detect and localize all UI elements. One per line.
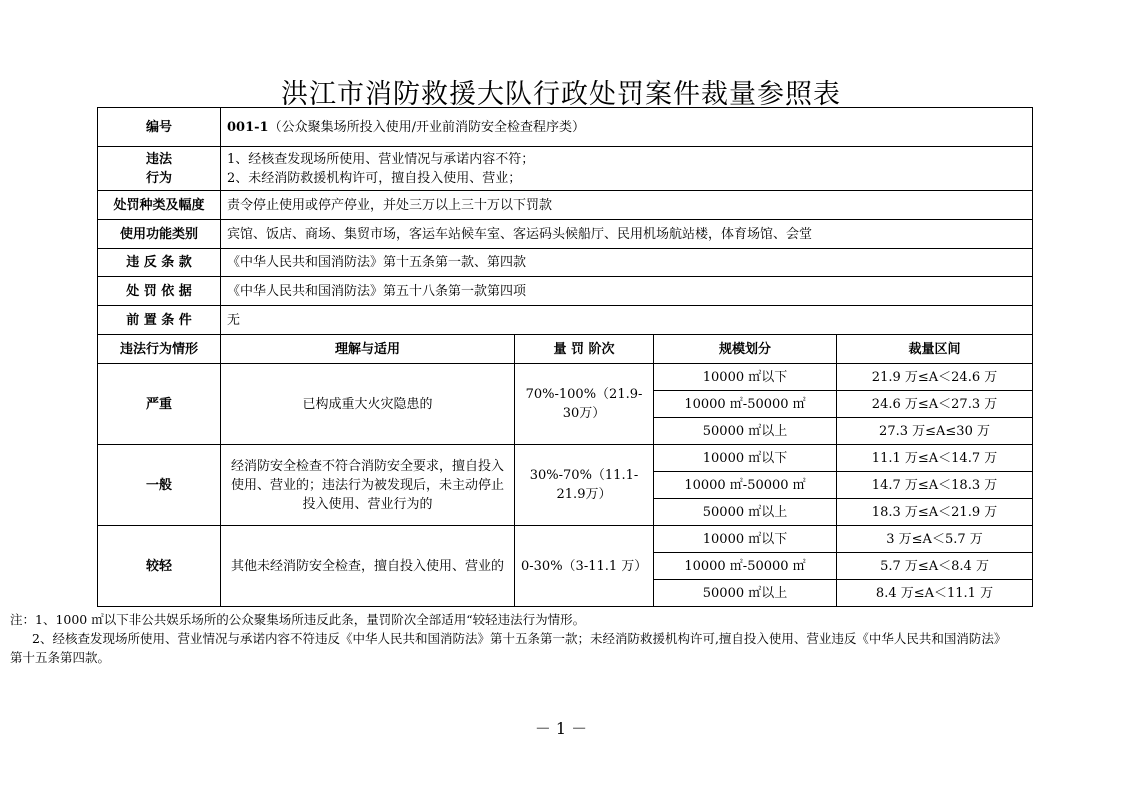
code-description: （公众聚集场所投入使用/开业前消防安全检查程序类）: [268, 119, 585, 135]
code-label: 编号: [98, 108, 221, 147]
row-function-type: [98, 220, 1033, 249]
range-cell: 24.6 万≤A＜27.3 万: [837, 391, 1033, 418]
table-row: [98, 364, 1033, 391]
code-number: 001-1: [227, 119, 269, 135]
precondition-label: 前 置 条 件: [98, 306, 221, 335]
level-range-severe: 70%-100%（21.9-30万）: [515, 364, 654, 445]
notes: [10, 610, 1120, 667]
understanding-minor: 其他未经消防安全检查，擅自投入使用、营业的: [221, 526, 515, 607]
note-2-continued: 第十五条第四款。: [10, 650, 111, 665]
range-cell: 3 万≤A＜5.7 万: [837, 526, 1033, 553]
header-understanding: 理解与适用: [221, 335, 515, 364]
precondition-value: 无: [221, 306, 1033, 335]
range-cell: 5.7 万≤A＜8.4 万: [837, 553, 1033, 580]
violation-line-1: 1、经核查发现场所使用、营业情况与承诺内容不符；: [227, 151, 535, 167]
violation-label-line-1: 违法: [145, 151, 172, 167]
range-cell: 21.9 万≤A＜24.6 万: [837, 364, 1033, 391]
range-cell: 11.1 万≤A＜14.7 万: [837, 445, 1033, 472]
note-1: 注：1、1000 ㎡以下非公共娱乐场所的公众聚集场所违反此条，量罚阶次全部适用“较轻违法行为情形。: [10, 612, 586, 627]
range-cell: 18.3 万≤A＜21.9 万: [837, 499, 1033, 526]
penalty-basis-value: 《中华人民共和国消防法》第五十八条第一款第四项: [221, 277, 1033, 306]
row-violation: [98, 147, 1033, 191]
code-value: [221, 108, 1033, 147]
range-cell: 27.3 万≤A≤30 万: [837, 418, 1033, 445]
scale-cell: 50000 ㎡以上: [654, 418, 837, 445]
understanding-general: 经消防安全检查不符合消防安全要求，擅自投入使用、营业的；违法行为被发现后，未主动停止投入使用、营业行为的: [221, 445, 515, 526]
header-level: 量 罚 阶次: [515, 335, 654, 364]
page-title: 洪江市消防救援大队行政处罚案件裁量参照表: [281, 79, 841, 110]
level-range-minor: 0-30%（3-11.1 万）: [515, 526, 654, 607]
violated-clause-label: 违 反 条 款: [98, 249, 221, 277]
range-cell: 14.7 万≤A＜18.3 万: [837, 472, 1033, 499]
penalty-table: [97, 107, 1033, 607]
level-name-minor: 较轻: [98, 526, 221, 607]
header-situation: 违法行为情形: [98, 335, 221, 364]
scale-cell: 10000 ㎡以下: [654, 445, 837, 472]
violated-clause-value: 《中华人民共和国消防法》第十五条第一款、第四款: [221, 249, 1033, 277]
function-type-label: 使用功能类别: [98, 220, 221, 249]
level-name-general: 一般: [98, 445, 221, 526]
violation-line-2: 2、未经消防救援机构许可，擅自投入使用、营业；: [227, 170, 522, 186]
level-range-general: 30%-70%（11.1-21.9万）: [515, 445, 654, 526]
penalty-basis-label: 处 罚 依 据: [98, 277, 221, 306]
row-header: [98, 335, 1033, 364]
scale-cell: 10000 ㎡-50000 ㎡: [654, 553, 837, 580]
page-number: － 1 －: [534, 719, 588, 738]
row-code: [98, 108, 1033, 147]
row-precondition: [98, 306, 1033, 335]
row-violated-clause: [98, 249, 1033, 277]
understanding-severe: 已构成重大火灾隐患的: [221, 364, 515, 445]
scale-cell: 10000 ㎡以下: [654, 364, 837, 391]
violation-value: [221, 147, 1033, 191]
table-row: [98, 526, 1033, 553]
range-cell: 8.4 万≤A＜11.1 万: [837, 580, 1033, 607]
scale-cell: 50000 ㎡以上: [654, 499, 837, 526]
row-penalty-basis: [98, 277, 1033, 306]
scale-cell: 10000 ㎡-50000 ㎡: [654, 472, 837, 499]
function-type-value: 宾馆、饭店、商场、集贸市场，客运车站候车室、客运码头候船厅、民用机场航站楼，体育场馆、会堂: [221, 220, 1033, 249]
header-range: 裁量区间: [837, 335, 1033, 364]
scale-cell: 10000 ㎡-50000 ㎡: [654, 391, 837, 418]
scale-cell: 10000 ㎡以下: [654, 526, 837, 553]
note-2: 2、经核查发现场所使用、营业情况与承诺内容不符违反《中华人民共和国消防法》第十五条第一款；未经消防救援机构许可,擅自投入使用、营业违反《中华人民共和国消防法》: [32, 631, 1007, 646]
violation-label-line-2: 行为: [145, 170, 172, 186]
penalty-type-value: 责令停止使用或停产停业，并处三万以上三十万以下罚款: [221, 191, 1033, 220]
scale-cell: 50000 ㎡以上: [654, 580, 837, 607]
level-name-severe: 严重: [98, 364, 221, 445]
penalty-type-label: 处罚种类及幅度: [98, 191, 221, 220]
violation-label: [98, 147, 221, 191]
header-scale: 规模划分: [654, 335, 837, 364]
table-row: [98, 445, 1033, 472]
row-penalty-type: [98, 191, 1033, 220]
